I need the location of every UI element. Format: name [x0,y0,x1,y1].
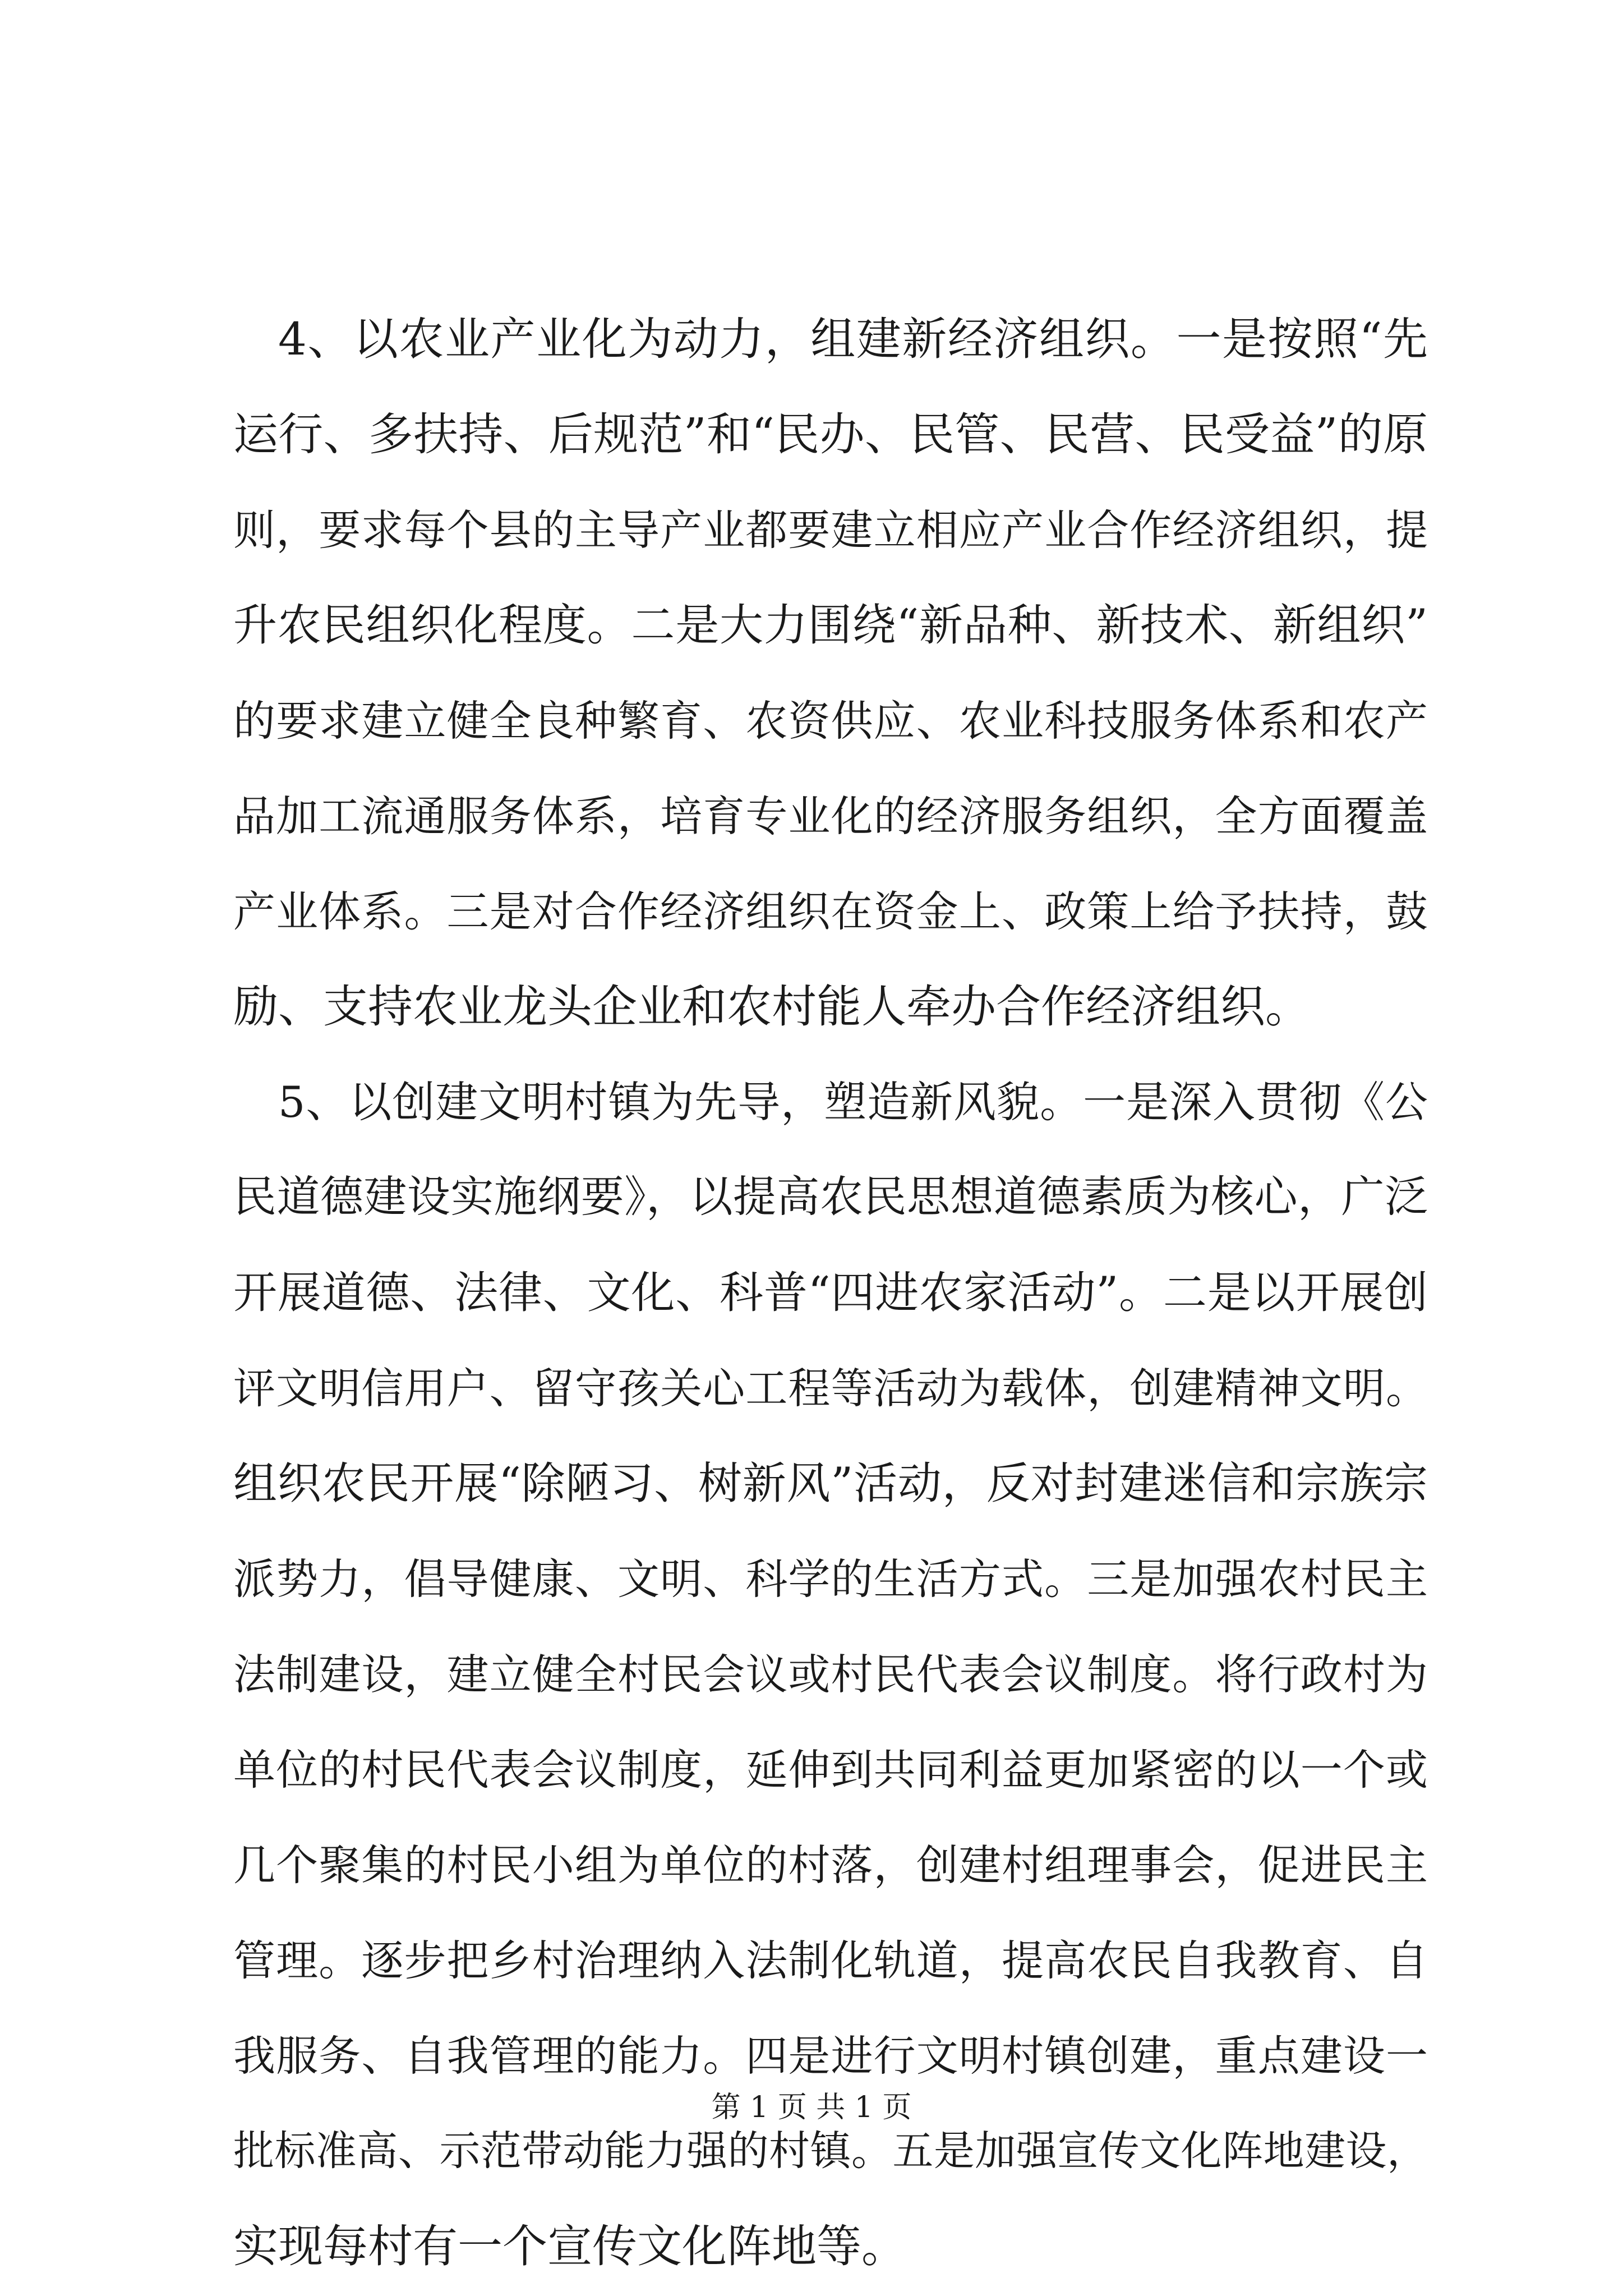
text-line: 实现每村有一个宣传文化阵地等。 [233,2220,906,2272]
text-line: 民道德建设实施纲要》，以提高农民思想道德素质为核心，广泛 [233,1172,1428,1222]
text-line: 法制建设，建立健全村民会议或村民代表会议制度。将行政村为 [233,1650,1428,1699]
body-text [233,292,1428,2294]
text-line: 批标准高、示范带动能力强的村镇。五是加强宣传文化阵地建设， [233,2127,1428,2175]
text-line: 5、以创建文明村镇为先导，塑造新风貌。一是深入贯彻《公 [278,1077,1428,1127]
text-line: 4、以农业产业化为动力，组建新经济组织。一是按照“先 [278,313,1428,365]
text-line: 品加工流通服务体系，培育专业化的经济服务组织，全方面覆盖 [233,792,1428,841]
text-line: 单位的村民代表会议制度，延伸到共同利益更加紧密的以一个或 [233,1745,1428,1795]
text-line: 励、支持农业龙头企业和农村能人牵办合作经济组织。 [233,981,1310,1033]
text-line: 的要求建立健全良种繁育、农资供应、农业科技服务体系和农产 [233,696,1428,746]
text-line: 运行、多扶持、后规范”和“民办、民管、民营、民受益”的原 [233,408,1428,461]
text-line: 派势力，倡导健康、文明、科学的生活方式。三是加强农村民主 [233,1554,1428,1604]
text-line: 评文明信用户、留守孩关心工程等活动为载体，创建精神文明。 [233,1364,1428,1413]
text-line: 管理。逐步把乡村治理纳入法制化轨道，提高农民自我教育、自 [233,1936,1428,1985]
text-line: 开展道德、法律、文化、科普“四进农家活动”。二是以开展创 [233,1268,1428,1318]
text-line: 产业体系。三是对合作经济组织在资金上、政策上给予扶持，鼓 [233,887,1428,936]
text-line: 我服务、自我管理的能力。四是进行文明村镇创建，重点建设一 [233,2031,1428,2081]
page-footer: 第 1 页 共 1 页 [711,2091,912,2124]
text-line: 组织农民开展“除陋习、树新风”活动，反对封建迷信和宗族宗 [233,1458,1428,1509]
text-line: 几个聚集的村民小组为单位的村落，创建村组理事会，促进民主 [233,1841,1428,1890]
text-line: 升农民组织化程度。二是大力围绕“新品种、新技术、新组织” [233,600,1428,651]
text-line: 则，要求每个县的主导产业都要建立相应产业合作经济组织，提 [233,505,1428,555]
